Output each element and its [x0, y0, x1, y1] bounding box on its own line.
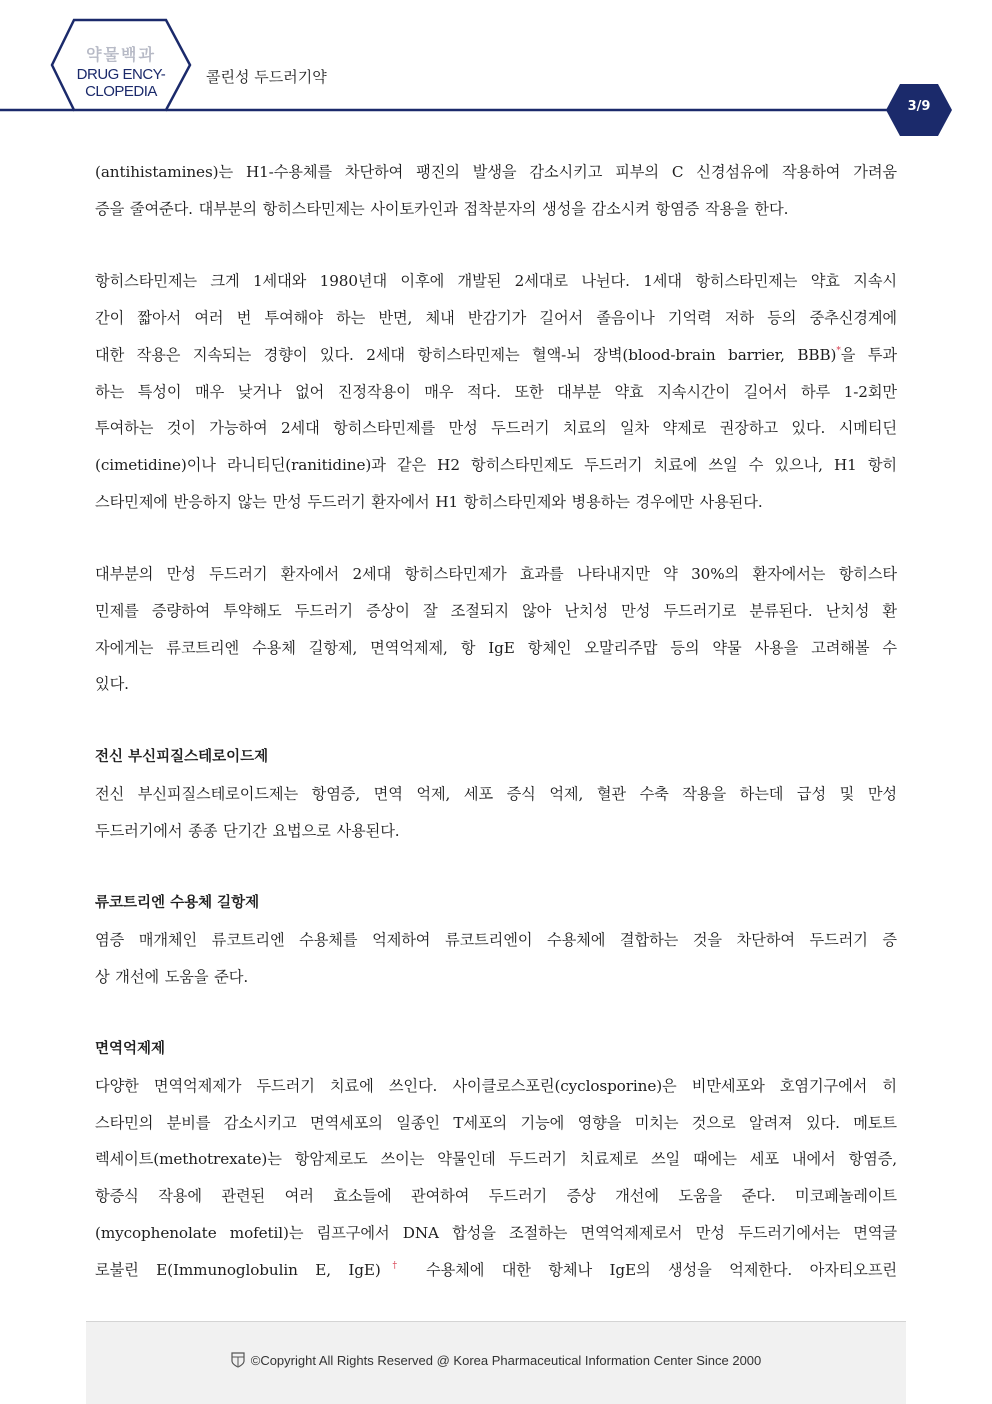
text-line: 있다. [95, 675, 129, 694]
text-span: 을 투과 [840, 345, 897, 364]
footnote-marker-asterisk: * [836, 345, 841, 356]
paragraph [95, 263, 897, 520]
logo-english-line: DRUG ENCY- [76, 66, 166, 83]
text-line: (cimetidine)이나 라니티딘(ranitidine)과 같은 H2 항히스타민제도 두드러기 치료에 쓰일 수 있으나, H1 항히 [95, 455, 897, 474]
text-line: (antihistamines)는 H1-수용체를 차단하여 팽진의 발생을 감소시키고 피부의 C 신경섬유에 작용하여 가려움 [95, 163, 897, 181]
paragraph [95, 556, 897, 703]
page-number: 3/9 [907, 99, 931, 114]
text-span: 로불린 E(Immunoglobulin E, IgE) [95, 1260, 381, 1279]
page-footer [86, 1321, 906, 1404]
text-line: 투여하는 것이 가능하여 2세대 항히스타민제를 만성 두드러기 치료의 일차 약제로 권장하고 있다. 시메티딘 [95, 419, 897, 438]
section-heading-immunosuppressants: 면역억제제 [95, 1041, 166, 1058]
text-line: 전신 부신피질스테로이드제는 항염증, 면역 억제, 세포 증식 억제, 혈관 수축 작용을 하는데 급성 및 만성 [95, 784, 897, 803]
paragraph [95, 154, 897, 227]
document-title: 콜린성 두드러기약 [206, 68, 327, 86]
document-body [95, 154, 897, 1288]
text-span: 수용체에 대한 항체나 IgE의 생성을 억제한다. 아자티오프린 [408, 1260, 898, 1279]
text-line: 염증 매개체인 류코트리엔 수용체를 억제하여 류코트리엔이 수용체에 결합하는 것을 차단하여 두드러기 증 [95, 930, 897, 949]
text-line: 상 개선에 도움을 준다. [95, 967, 249, 986]
paragraph [95, 922, 897, 995]
text-line: 하는 특성이 매우 낮거나 없어 진정작용이 매우 적다. 또한 대부분 약효 지속시간이 길어서 하루 1-2회만 [95, 382, 897, 401]
text-line: 항증식 작용에 관련된 여러 효소들에 관여하여 두드러기 증상 개선에 도움을 준다. 미코페놀레이트 [95, 1187, 897, 1206]
text-line: 증을 줄여준다. 대부분의 항히스타민제는 사이토카인과 접착분자의 생성을 감소시켜 항염증 작용을 한다. [95, 199, 789, 218]
text-line: 스타민제에 반응하지 않는 만성 두드러기 환자에서 H1 항히스타민제와 병용하는 경우에만 사용된다. [95, 492, 763, 511]
text-line: 민제를 증량하여 투약해도 두드러기 증상이 잘 조절되지 않아 난치성 만성 두드러기로 분류된다. 난치성 환 [95, 602, 897, 621]
text-line: 스타민의 분비를 감소시키고 면역세포의 일종인 T세포의 기능에 영향을 미치는 것으로 알려져 있다. 메토트 [95, 1113, 897, 1132]
text-line: 항히스타민제는 크게 1세대와 1980년대 이후에 개발된 2세대로 나뉜다. 1세대 항히스타민제는 약효 지속시 [95, 272, 897, 291]
logo-english-line: CLOPEDIA [85, 83, 157, 100]
text-line: 간이 짧아서 여러 번 투여해야 하는 반면, 체내 반감기가 길어서 졸음이나 기억력 저하 등의 중추신경계에 [95, 309, 897, 328]
section-heading-leukotriene: 류코트리엔 수용체 길항제 [95, 895, 260, 912]
logo-english-text [52, 66, 190, 100]
text-line: 다양한 면역억제제가 두드러기 치료에 쓰인다. 사이클로스포린(cyclosporine)은 비만세포와 호염기구에서 히 [95, 1077, 897, 1096]
copyright-text: ©Copyright All Rights Reserved @ Korea Pharmaceutical Information Center Since 2000 [250, 1352, 762, 1368]
text-line [95, 1252, 897, 1289]
text-line: 두드러기에서 종종 단기간 요법으로 사용된다. [95, 821, 400, 840]
footnote-marker-dagger: † [380, 1260, 409, 1271]
page-header [0, 0, 992, 140]
text-span: 대한 작용은 지속되는 경향이 있다. 2세대 항히스타민제는 혈액-뇌 장벽(blood-brain barrier, BBB) [95, 345, 837, 364]
section-heading-corticosteroids: 전신 부신피질스테로이드제 [95, 749, 269, 766]
logo-korean-text: 약물백과 [86, 45, 156, 64]
shield-crest-icon [231, 1352, 245, 1371]
paragraph [95, 776, 897, 849]
text-line: 렉세이트(methotrexate)는 항암제로도 쓰이는 약물인데 두드러기 치료제로 쓰일 때에는 세포 내에서 항염증, [95, 1150, 897, 1169]
text-line [95, 337, 897, 374]
paragraph [95, 1068, 897, 1288]
text-line: (mycophenolate mofetil)는 림프구에서 DNA 합성을 조절하는 면역억제제로서 만성 두드러기에서는 면역글 [95, 1223, 897, 1242]
footer-content [86, 1352, 906, 1371]
text-line: 대부분의 만성 두드러기 환자에서 2세대 항히스타민제가 효과를 나타내지만 약 30%의 환자에서는 항히스타 [95, 565, 897, 584]
text-line: 자에게는 류코트리엔 수용체 길항제, 면역억제제, 항 IgE 항체인 오말리주맙 등의 약물 사용을 고려해볼 수 [95, 638, 897, 657]
